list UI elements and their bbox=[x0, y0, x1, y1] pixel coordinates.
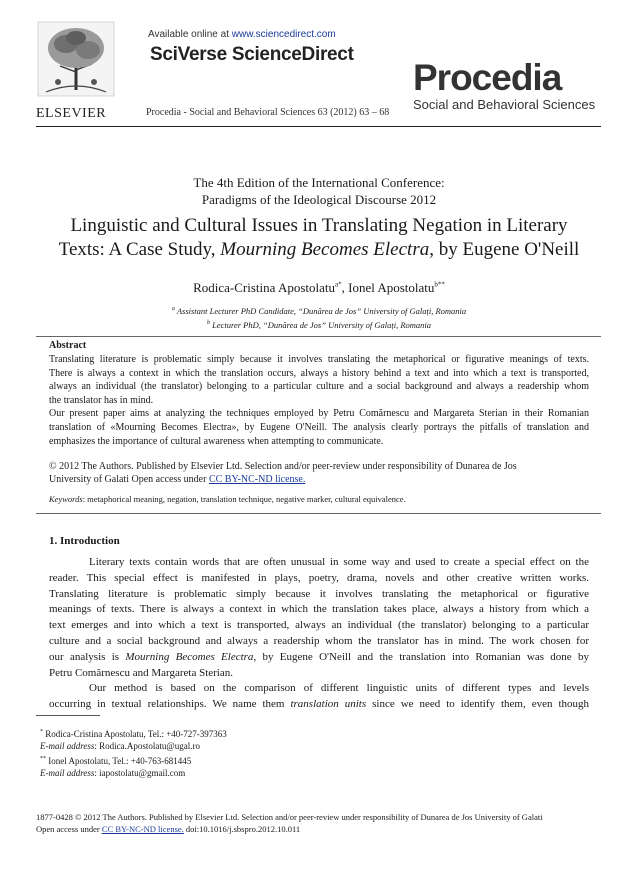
sciencedirect-link[interactable]: www.sciencedirect.com bbox=[231, 29, 336, 40]
intro-line-3: Translating literature is problematic simply because it involves translating the metaphorical or figurative bbox=[49, 587, 589, 600]
conference-line-2: Paradigms of the Ideological Discourse 2012 bbox=[201, 192, 437, 207]
copyright-line-2 bbox=[49, 473, 594, 486]
keywords-label: Keywords bbox=[49, 494, 83, 504]
copyright-line-2-pre: University of Galati Open access under bbox=[49, 474, 209, 485]
author-1: Rodica-Cristina Apostolatu bbox=[193, 280, 335, 295]
author-1-sup: a* bbox=[335, 280, 342, 289]
abstract-bottom-rule bbox=[36, 513, 601, 514]
intro-line-4: meanings of texts. There is always a context in which the translation takes place, always a history from which a bbox=[49, 603, 589, 616]
intro-line-7-work: Mourning Becomes Electra bbox=[125, 650, 254, 663]
footnote-2-text: Ionel Apostolatu, Tel.: +40-763-681445 bbox=[46, 755, 192, 766]
paper-title-line-2 bbox=[0, 239, 638, 261]
abstract-line-3: always an individual (the translator) belonging to a particular culture and a social background and always a readership whom bbox=[49, 381, 589, 393]
footnote-1 bbox=[40, 726, 227, 740]
author-2-sup: b** bbox=[434, 280, 445, 289]
journal-line: Procedia - Social and Behavioral Sciences 63 (2012) 63 – 68 bbox=[146, 107, 390, 118]
aff-a-sup: a bbox=[171, 306, 175, 313]
introduction-body bbox=[49, 555, 589, 713]
footnote-2-sup: ** bbox=[40, 755, 46, 762]
footnote-2-email bbox=[40, 767, 227, 779]
title-work: Mourning Becomes Electra bbox=[220, 239, 430, 260]
footnote-2-email-label: E-mail address bbox=[40, 768, 95, 779]
title-pre: Texts: A Case Study, bbox=[58, 239, 221, 260]
abstract-line-7: emphasizes the importance of cultural awareness when attempting to communicate. bbox=[49, 435, 384, 447]
intro-line-7-pre: our analysis is bbox=[49, 650, 126, 663]
author-2: Ionel Apostolatu bbox=[348, 280, 435, 295]
affiliation-a bbox=[0, 306, 638, 316]
intro-line-5: text emerges and into which a text is transported, always an individual (the translator) belonging to a particular bbox=[49, 619, 589, 632]
intro-line-10-pre: occurring in textual relationships. We name them bbox=[49, 698, 291, 711]
available-online bbox=[148, 29, 336, 40]
intro-line-6: culture and a social background and always a readership whom the translator has in mind. The work chosen for bbox=[49, 634, 589, 647]
abstract-line-1: Translating literature is problematic simply because it involves translating the metaphorical or figurative meanings of texts. bbox=[49, 354, 589, 365]
abstract-body bbox=[49, 353, 589, 448]
copyright-line-1: © 2012 The Authors. Published by Elsevier Ltd. Selection and/or peer-review under responsibility of Dunarea de Jos bbox=[49, 461, 517, 472]
footer-line-2-pre: Open access under bbox=[36, 824, 102, 834]
intro-line-2: reader. This special effect is manifested in plays, poetry, drama, novels and other creative written works. bbox=[49, 571, 589, 584]
keywords-line bbox=[49, 494, 406, 504]
conference-line-1: The 4th Edition of the International Conference: bbox=[193, 175, 445, 190]
keywords-text: : metaphorical meaning, negation, translation technique, negative marker, cultural equivalence. bbox=[82, 494, 406, 504]
section-heading-introduction: 1. Introduction bbox=[49, 535, 120, 547]
authors-line bbox=[0, 280, 638, 296]
intro-line-10-post: since we need to identify them, even though bbox=[366, 698, 590, 711]
abstract-line-2: There is always a context in which the translation occurs, always a history behind a text and into which a text is transported, bbox=[49, 367, 589, 379]
footer-cc-license-link[interactable]: CC BY-NC-ND license. bbox=[101, 824, 184, 834]
paper-title-line-1: Linguistic and Cultural Issues in Translating Negation in Literary bbox=[70, 215, 568, 236]
abstract-top-rule bbox=[36, 336, 601, 337]
footer-doi: doi:10.1016/j.sbspro.2012.10.011 bbox=[183, 824, 301, 834]
footnote-1-text: Rodica-Cristina Apostolatu, Tel.: +40-727-397363 bbox=[43, 729, 227, 739]
abstract-line-5: Our present paper aims at analyzing the techniques employed by Petru Comărnescu and Margareta Sterian in their Romanian bbox=[49, 408, 589, 420]
elsevier-wordmark: ELSEVIER bbox=[36, 106, 107, 121]
cc-license-link[interactable]: CC BY-NC-ND license. bbox=[208, 474, 306, 485]
intro-line-7-post: , by Eugene O'Neill and the translation into Romanian was done by bbox=[253, 650, 589, 663]
aff-a-text: Assistant Lecturer PhD Candidate, “Dunărea de Jos” University of Galați, Romania bbox=[174, 306, 467, 316]
title-post: , by Eugene O'Neill bbox=[429, 239, 580, 260]
header-rule bbox=[36, 126, 601, 127]
intro-line-8: Petru Comărnescu and Margareta Sterian. bbox=[49, 666, 233, 679]
footnote-1-email-value: : Rodica.Apostolatu@ugal.ro bbox=[94, 741, 200, 752]
intro-line-7 bbox=[49, 650, 589, 666]
footnote-1-sup: * bbox=[40, 729, 43, 735]
elsevier-tree-logo bbox=[36, 20, 116, 98]
intro-line-9: Our method is based on the comparison of different linguistic units of different types and levels bbox=[89, 682, 589, 695]
footnote-1-email-label: E-mail address bbox=[40, 741, 95, 752]
sciverse-logo: SciVerse ScienceDirect bbox=[150, 44, 354, 65]
copyright-block bbox=[49, 460, 594, 486]
footnote-1-email bbox=[40, 740, 227, 752]
author-sep: , bbox=[341, 280, 349, 295]
intro-line-10-term: translation units bbox=[290, 698, 367, 711]
intro-line-1: Literary texts contain words that are often unusual in some way and used to create a special effect on the bbox=[89, 556, 589, 568]
available-prefix: Available online at bbox=[148, 29, 232, 40]
footer-line-2 bbox=[36, 823, 636, 835]
procedia-subtitle: Social and Behavioral Sciences bbox=[413, 97, 596, 112]
abstract-line-6: translation of «Mourning Becomes Electra», by Eugene O'Neill. The analysis clearly portrays the pitfalls of translation and bbox=[49, 421, 589, 433]
footnote-rule bbox=[36, 715, 100, 716]
aff-b-sup: b bbox=[206, 320, 210, 327]
affiliation-b bbox=[0, 320, 638, 330]
abstract-line-4: the translator has in mind. bbox=[49, 394, 154, 406]
footnote-2 bbox=[40, 753, 227, 767]
intro-line-10 bbox=[49, 697, 589, 713]
footer-line-1: 1877-0428 © 2012 The Authors. Published by Elsevier Ltd. Selection and/or peer-review under responsibility of Dunarea de Jos University of Galati bbox=[36, 812, 543, 822]
abstract-heading: Abstract bbox=[49, 340, 87, 351]
procedia-logo: Procedia bbox=[413, 57, 562, 98]
footnote-2-email-value: : iapostolatu@gmail.com bbox=[94, 768, 186, 779]
footer bbox=[36, 811, 636, 835]
footnotes bbox=[40, 726, 227, 780]
aff-b-text: Lecturer PhD, “Dunărea de Jos” University of Galați, Romania bbox=[209, 320, 432, 330]
